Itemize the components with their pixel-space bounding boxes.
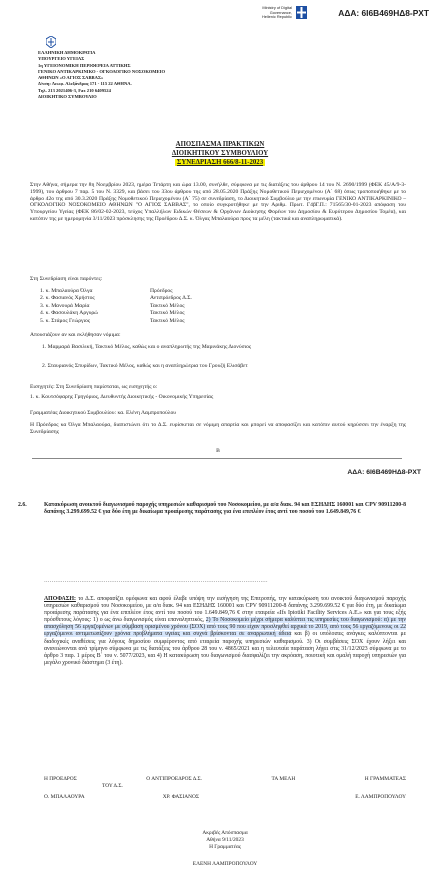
ada-code-second: ΑΔΑ: 6Ι6Β469ΗΔ8-ΡΧΤ (347, 469, 421, 476)
ministry-label (228, 6, 292, 20)
list-item: 2. κ. Φασιανός Χρήστος Αντιπρόεδρος Δ.Σ. (40, 295, 192, 302)
signature-name: Ο. ΜΠΑΛΑΟΥΡΑ (44, 794, 85, 800)
absent-item: 2. Σταυριανός Σπυρίδων, Τακτικό Μέλος, καθώς και η αναπληρώτρια του Γρουζή Ελισάβετ (42, 363, 248, 369)
dotted-separator: ………………………………………………………………………………………………………… (44, 578, 268, 584)
greek-emblem-icon (46, 36, 56, 48)
ada-code: ΑΔΑ: 6Ι6Β469ΗΔ8-ΡΧΤ (338, 8, 429, 18)
page-divider (32, 458, 402, 459)
decision-text: το Δ.Σ. αποφασίζει ομόφωνα και αφού έλαβε υπόψη την εισήγηση της Επιτροπής, την κατακύρωση του ανοικτού διαγωνισμού παροχής υπηρεσιών καθαρισμού του Νοσοκομείου, με α/α διακ. 94 και ΕΣΗΔΗΣ 160001 και CPV 90911200-8 δαπάνης 3.299.699.52 € για δύο έτη, με δικαίωμα προαίρεσης παράτασης για ένα επιπλέον έτος αντί του ποσού του 1.649.849,76 € στην εταιρεία «Ifs Ipiotiki Facility Services A.E.» και για τους εξής πρόσθετους λόγους: 1) ο ως άνω διαγωνισμός είναι επαναληπτικός, (44, 596, 406, 624)
header-line: 1η ΥΓΕΙΟΝΟΜΙΚΗ ΠΕΡΙΦΕΡΕΙΑ ΑΤΤΙΚΗΣ (38, 62, 131, 68)
closing-line: Ακριβές Απόσπασμα (202, 830, 248, 836)
header-line: ΔΙΟΙΚΗΤΙΚΟ ΣΥΜΒΟΥΛΙΟ (38, 94, 97, 100)
closing-block (44, 830, 406, 868)
secretary-line: Γραμματέας Διοικητικού Συμβουλίου: κα. Ελένη Λαμπροπούλου (30, 410, 177, 416)
header-line: ΓΕΝΙΚΟ ΑΝΤΙΚΑΡΚΙΝΙΚΟ - ΟΓΚΟΛΟΓΙΚΟ ΝΟΣΟΚΟΜΕΙΟ (38, 68, 166, 74)
topic-text: Κατακύρωση ανοικτού διαγωνισμού παροχής υπηρεσιών καθαρισμού του Νοσοκομείου, με α/α διακ. 94 και ΕΣΗΔΗΣ 160001 και CPV 90911200-8 δαπάνης 3.299.699.52 € για δύο έτη με δικαίωμα προαίρεσης παράτασης για ένα επιπλέον έτος αντί του ποσού του 1.649.849,76 € (44, 502, 406, 515)
present-members-list (40, 288, 300, 325)
decision-paragraph (44, 596, 406, 667)
signature-role: Η ΓΡΑΜΜΑΤΕΑΣ (364, 776, 406, 782)
signature-block (44, 776, 406, 801)
document-title (100, 140, 340, 167)
list-item: 3. κ. Μανουρά Μαρία Τακτικό Μέλος (40, 302, 185, 309)
closing-line: Η Γραμματέας (209, 844, 241, 850)
header-line: Δ/νση: Λεωφ. Αλεξάνδρας 171 - 115 22 ΑΘΗΝΑ. (38, 81, 132, 87)
decision-rest: και β) οι υπόλοιπες ανάγκες καλύπτονται με διαδοχικές αναθέσεις για λόγους δημοσίου συμφέροντος από εταιρεία παροχής υπηρεσιών καθαρισμού. 3) Οι συμβάσεις ΣΟΧ έχουν λήξει και ανανεώνονται ανά τρίμηνο σύμφωνα με τις διατάξεις του άρθρου 28 του ν. 4865/2021 και η τελευταία παράταση λήγει στις 31/12/2023 σύμφωνα με το άρθρο 3 παρ. 1 μέρος Β΄ του ν. 5077/2023, και 4) Η κατακύρωση του διαγωνισμού διασφαλίζει την ακρόαση, ποιοτική και ομαλή παροχή υπηρεσιών για μεγάλο χρονικό διάστημα (3 έτη). (44, 631, 406, 666)
title-line: ΔΙΟΙΚΗΤΙΚΟΥ ΣΥΜΒΟΥΛΙΟΥ (171, 150, 269, 157)
header-line: ΑΘΗΝΩΝ «Ο ΑΓΙΟΣ ΣΑΒΒΑΣ» (38, 75, 104, 81)
signature-role-suffix: ΤΟΥ Δ.Σ. (102, 783, 123, 789)
closing-line: Αθήνα 9/11/2023 (206, 837, 244, 843)
signature-role: Η ΠΡΟΕΔΡΟΣ (44, 776, 77, 782)
topic-number: 2.6. (18, 502, 27, 508)
ministry-line: Hellenic Republic (261, 14, 292, 20)
header-line: ΕΛΛΗΝΙΚΗ ΔΗΜΟΚΡΑΤΙΑ (38, 50, 96, 55)
list-item: 4. κ. Φασουλάκη Αργυρώ Τακτικό Μέλος (40, 310, 185, 317)
issuer-header (38, 50, 198, 100)
rapporteur-heading: Εισηγητές: Στη Συνεδρίαση παρίσταται, ως εισηγητής ο: (30, 384, 158, 390)
ministry-line: Ministry of Digital (262, 5, 292, 10)
decision-label: ΑΠΟΦΑΣΗ: (44, 596, 76, 602)
signature-role: ΤΑ ΜΕΛΗ (271, 776, 296, 782)
title-line: ΑΠΟΣΠΑΣΜΑ ΠΡΑΚΤΙΚΩΝ (175, 141, 265, 148)
signature-name: Ε. ΛΑΜΠΡΟΠΟΥΛΟΥ (355, 794, 406, 800)
signature-role: Ο ΑΝΤΙΠΡΟΕΔΡΟΣ Δ.Σ. (146, 776, 203, 782)
closing-name: ΕΛΕΝΗ ΛΑΜΠΡΟΠΟΥΛΟΥ (192, 861, 258, 867)
list-item: 5. κ. Στάμος Γεώργιος Τακτικό Μέλος (40, 317, 185, 324)
intro-paragraph: Στην Αθήνα, σήμερα την 8η Νοεμβρίου 2023, ημέρα Τετάρτη και ώρα 13.00, συνήλθε, σύμφωνα με τις διατάξεις του άρθρου 14 του Ν. 2690/1999 (ΦΕΚ 45/Α/9-3-1999), του άρθρου 7 παρ. 5 του Ν. 3329, και βάσει του 33ου άρθρου της από 28.05.2020 Πράξης Νομοθετικού Περιεχομένου (Α΄ 68) όπως τροποποιήθηκε με το άρθρο 42ο της από 30.3.2020 Πράξης Νομοθετικού Περιεχομένου (Α΄ 75) σε συνεδρίαση, το Διοικητικό Συμβούλιο με την επωνυμία ΓΕΝΙΚΟ ΑΝΤΙΚΑΡΚΙΝΙΚΟ – ΟΓΚΟΛΟΓΙΚΟ ΝΟΣΟΚΟΜΕΙΟ ΑΘΗΝΩΝ "Ο ΑΓΙΟΣ ΣΑΒΒΑΣ", το οποίο συγκροτήθηκε με την Αριθμ. Πρωτ. Γ4βΓ.Π.: 71565/30-01-2023 απόφαση του Υπουργείου Υγείας (ΦΕΚ 86/02-02-2023, τεύχος Υπαλλήλων Ειδικών Θέσεων & Οργάνων Διοίκησης Φορέων του Δημοσίου & Ευρύτερου Δημοσίου Τομέα), και κατόπιν της με ημερομηνία 3/11/2023 πρόσκλησης της Προέδρου Δ.Σ. κ. Όλγας Μπαλαούρα προς τα μέλη (τακτικά και αναπληρωματικά). (30, 182, 406, 222)
ministry-line: Governance, (269, 9, 292, 15)
ministry-logo-icon (296, 6, 307, 19)
page-marker: Β (216, 448, 220, 454)
list-item: 1. κ. Μπαλαούρα Όλγα Πρόεδρος (40, 288, 173, 294)
absent-heading: Απουσιάζουν αν και εκλήθησαν νόμιμα: (30, 332, 121, 338)
signature-name: ΧΡ. ΦΑΣΙΑΝΟΣ (162, 794, 200, 800)
rapporteur: 1. κ. Κουτσόφαρης Γρηγόριος, Διευθυντής Διοικητικής - Οικονομικής Υπηρεσίας (30, 394, 214, 400)
present-heading: Στη Συνεδρίαση είναι παρόντες: (30, 276, 103, 282)
header-line: ΥΠΟΥΡΓΕΙΟ ΥΓΕΙΑΣ (38, 56, 85, 62)
absent-item: 1. Μαρμαρά Βασιλική, Τακτικό Μέλος, καθώς και ο αναπληρωτής της Μαρινάκης Διονύσιος (42, 344, 252, 350)
quorum-paragraph: Η Πρόεδρος κα Όλγα Μπαλαούρα, διαπιστώνει ότι το Δ.Σ. ευρίσκεται σε νόμιμη απαρτία και μπορεί να αποφασίζει και κατόπιν αυτού κηρύσσει την έναρξη της Συνεδρίασης (30, 422, 406, 435)
header-line: Τηλ. 213 2021406-3, Fax 210 6409524 (38, 87, 111, 93)
session-number: ΣΥΝΕΔΡΙΑΣΗ 666/8-11-2023 (176, 159, 264, 166)
decision-highlight: 2) Το Νοσοκομείο μέχρι σήμερα καλύπτει τις υπηρεσίες του διαγωνισμού: α) με την απασχόληση 56 εργαζομένων με σύμβαση ορισμένου χρόνου (ΣΟΧ) από τους 90 που είχαν προσληφθεί αρχικά το 2019, από τους 56 εργαζόμενους οι 22 εργαζόμενοι αντιμετωπίζουν χρόνια προβλήματα υγείας και συχνά βρίσκονται σε αναρρωτική άδεια (44, 617, 406, 638)
